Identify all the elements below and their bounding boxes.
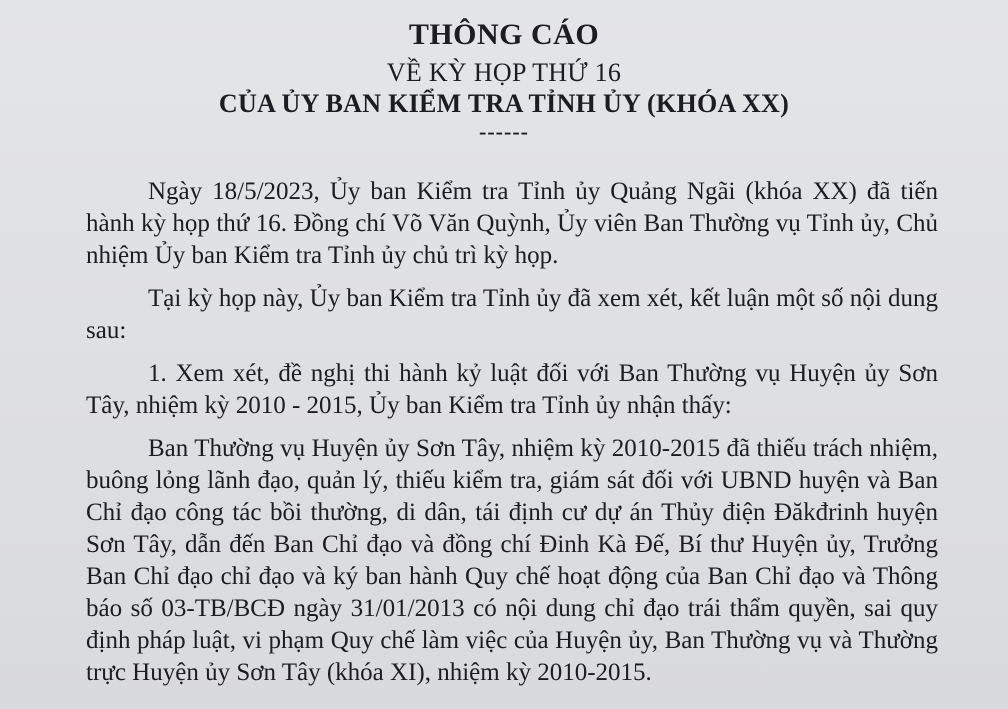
title-separator: ------ [479, 119, 529, 144]
document-title: THÔNG CÁO [408, 18, 600, 51]
document-subtitle: VỀ KỲ HỌP THỨ 16 [386, 58, 622, 87]
document-organization: CỦA ỦY BAN KIỂM TRA TỈNH ỦY (KHÓA XX) [218, 89, 790, 118]
paragraph-review-scope: Tại kỳ họp này, Ủy ban Kiểm tra Tỉnh ủy đã xem xét, kết luận một số nội dung sau: [86, 285, 938, 344]
paragraph-findings: Ban Thường vụ Huyện ủy Sơn Tây, nhiệm kỳ 2010-2015 đã thiếu trách nhiệm, buông lỏng lãnh đạo, quản lý, thiếu kiểm tra, giám sát đối với UBND huyện và Ban Chỉ đạo công tác bồi thường, di dân, tái định cư dự án Thủy điện Đăkđrinh huyện Sơn Tây, dẫn đến Ban Chỉ đạo và đồng chí Đinh Kà Đế, Bí thư Huyện ủy, Trưởng Ban Chỉ đạo chỉ đạo và ký ban hành Quy chế hoạt động của Ban Chỉ đạo và Thông báo số 03-TB/BCĐ ngày 31/01/2013 có nội dung chỉ đạo trái thẩm quyền, sai quy định pháp luật, vi phạm Quy chế làm việc của Huyện ủy, Ban Thường vụ và Thường trực Huyện ủy Sơn Tây (khóa XI), nhiệm kỳ 2010-2015. [86, 435, 938, 686]
document-body [86, 176, 938, 689]
paragraph-item-1: 1. Xem xét, đề nghị thi hành kỷ luật đối với Ban Thường vụ Huyện ủy Sơn Tây, nhiệm kỳ 2010 - 2015, Ủy ban Kiểm tra Tỉnh ủy nhận thấy: [86, 360, 938, 419]
paragraph-meeting-intro: Ngày 18/5/2023, Ủy ban Kiểm tra Tỉnh ủy Quảng Ngãi (khóa XX) đã tiến hành kỳ họp thứ 16. Đồng chí Võ Văn Quỳnh, Ủy viên Ban Thường vụ Tỉnh ủy, Chủ nhiệm Ủy ban Kiểm tra Tỉnh ủy chủ trì kỳ họp. [86, 178, 938, 269]
